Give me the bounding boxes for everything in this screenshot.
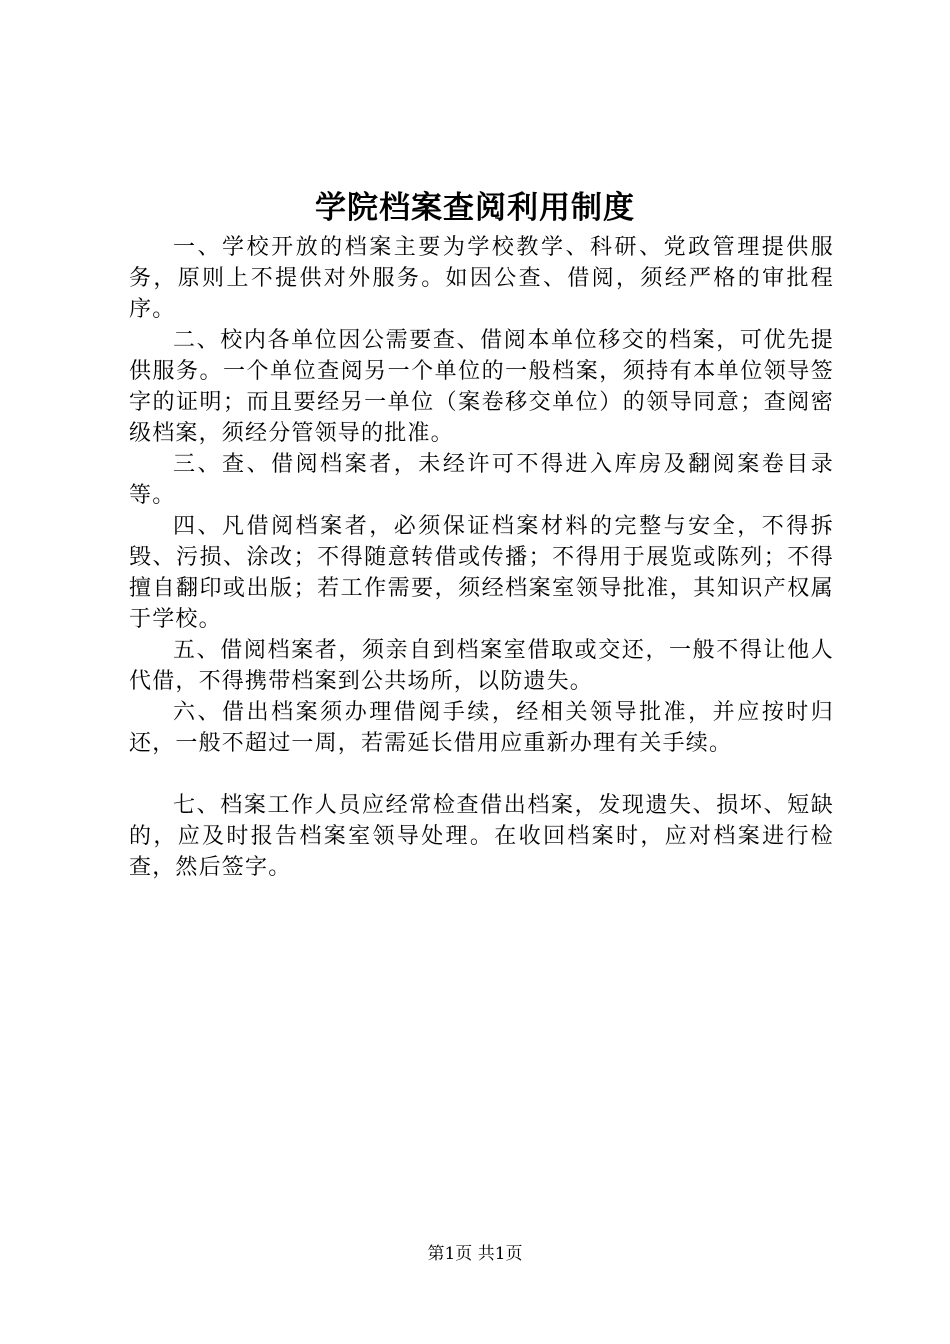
page-number-footer: 第1页 共1页 (427, 1244, 523, 1264)
paragraph-6: 六、借出档案须办理借阅手续，经相关领导批准，并应按时归还，一般不超过一周，若需延长借用应重新办理有关手续。 (129, 700, 834, 756)
paragraph-4: 四、凡借阅档案者，必须保证档案材料的完整与安全，不得拆毁、污损、涂改；不得随意转借或传播；不得用于展览或陈列；不得擅自翻印或出版；若工作需要，须经档案室领导批准，其知识产权属于学校。 (129, 514, 834, 632)
paragraph-1: 一、学校开放的档案主要为学校教学、科研、党政管理提供服务，原则上不提供对外服务。如因公查、借阅，须经严格的审批程序。 (129, 235, 834, 322)
document-title: 学院档案查阅利用制度 (315, 190, 635, 226)
paragraph-5: 五、借阅档案者，须亲自到档案室借取或交还，一般不得让他人代借，不得携带档案到公共场所，以防遗失。 (129, 638, 834, 694)
paragraph-7: 七、档案工作人员应经常检查借出档案，发现遗失、损坏、短缺的，应及时报告档案室领导处理。在收回档案时，应对档案进行检查，然后签字。 (129, 793, 834, 880)
paragraph-3: 三、查、借阅档案者，未经许可不得进入库房及翻阅案卷目录等。 (129, 452, 834, 508)
paragraph-2: 二、校内各单位因公需要查、借阅本单位移交的档案，可优先提供服务。一个单位查阅另一个单位的一般档案，须持有本单位领导签字的证明；而且要经另一单位（案卷移交单位）的领导同意；查阅密级档案，须经分管领导的批准。 (129, 328, 834, 446)
document-body (129, 232, 834, 883)
